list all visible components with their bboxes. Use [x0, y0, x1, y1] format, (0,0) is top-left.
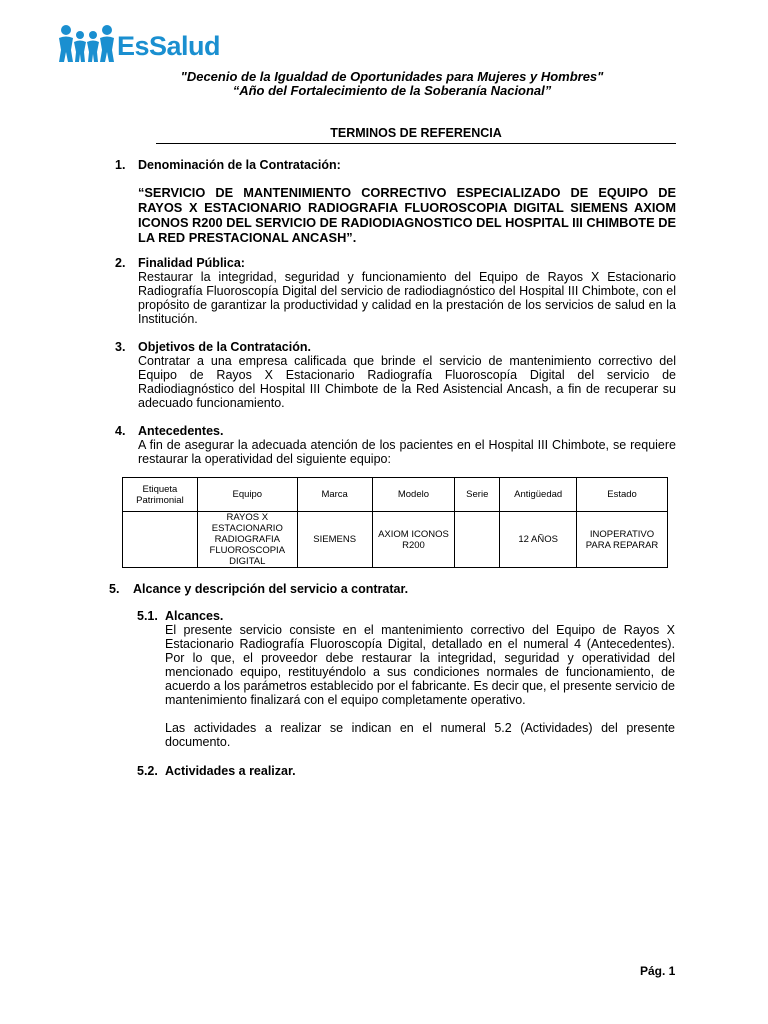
- equipment-table: [122, 477, 668, 568]
- table-cell: [455, 512, 500, 568]
- section-3-heading: Objetivos de la Contratación.: [138, 340, 311, 354]
- table-cell: INOPERATIVO PARA REPARAR: [577, 512, 668, 568]
- section-5-number: 5.: [109, 582, 120, 596]
- section-2-heading: Finalidad Pública:: [138, 256, 245, 270]
- section-1-number: 1.: [115, 158, 126, 172]
- table-header-cell: Modelo: [372, 478, 455, 512]
- table-cell: RAYOS X ESTACIONARIO RADIOGRAFIA FLUOROSCOPIA DIGITAL: [197, 512, 297, 568]
- family-figures-icon: [58, 24, 116, 64]
- motto-line-1: "Decenio de la Igualdad de Oportunidades para Mujeres y Hombres": [180, 69, 604, 84]
- section-2-number: 2.: [115, 256, 126, 270]
- document-title: TERMINOS DE REFERENCIA: [330, 126, 502, 140]
- section-4-body: A fin de asegurar la adecuada atención de los pacientes en el Hospital III Chimbote, se requiere restaurar la operatividad del siguiente equipo:: [138, 438, 676, 466]
- table-cell: SIEMENS: [297, 512, 372, 568]
- table-cell: AXIOM ICONOS R200: [372, 512, 455, 568]
- section-5-1-number: 5.1.: [137, 609, 158, 623]
- section-5-2-heading: Actividades a realizar.: [165, 764, 296, 778]
- table-header-cell: Equipo: [197, 478, 297, 512]
- section-3-body: Contratar a una empresa calificada que brinde el servicio de mantenimiento correctivo del Equipo de Rayos X Estacionario Radiografía Fluoroscopía Digital del servicio de Radiodiagnóstico del Hospital III Chimbote de la Red Asistencial Ancash, a fin de recuperar su adecuado funcionamiento.: [138, 354, 676, 410]
- section-5-1-paragraph-1: El presente servicio consiste en el mantenimiento correctivo del Equipo de Rayos X Estacionario Radiografía Fluoroscopía Digital, detallado en el numeral 4 (Antecedentes). Por lo que, el proveedor debe restaurar la integridad, seguridad y operatividad del mencionado equipo, restituyéndolo a sus condiciones normales de funcionamiento, de acuerdo a los parámetros establecido por el fabricante. Es decir que, el presente servicio de mantenimiento finalizará con el equipo completamente operativo.: [165, 623, 676, 707]
- section-3-number: 3.: [115, 340, 126, 354]
- page-number: Pág. 1: [640, 964, 676, 978]
- section-5-heading: Alcance y descripción del servicio a contratar.: [133, 582, 409, 596]
- table-header-cell: Marca: [297, 478, 372, 512]
- section-4-number: 4.: [115, 424, 126, 438]
- title-underline: [156, 143, 676, 144]
- section-5-2-number: 5.2.: [137, 764, 158, 778]
- motto-line-2: “Año del Fortalecimiento de la Soberanía Nacional”: [232, 83, 552, 98]
- section-5-1-paragraph-2: Las actividades a realizar se indican en el numeral 5.2 (Actividades) del presente documento.: [165, 721, 675, 749]
- section-4-heading: Antecedentes.: [138, 424, 224, 438]
- table-row: [123, 512, 668, 568]
- table-cell: [123, 512, 198, 568]
- table-header-cell: Serie: [455, 478, 500, 512]
- section-2-body: Restaurar la integridad, seguridad y funcionamiento del Equipo de Rayos X Estacionario Radiografía Fluoroscopía Digital del servicio de radiodiagnóstico del Hospital III Chimbote, con el propósito de garantizar la productividad y calidad en la prestación de los servicios de salud en la Institución.: [138, 270, 676, 326]
- essalud-logo: [58, 22, 220, 66]
- section-1-heading: Denominación de la Contratación:: [138, 158, 341, 172]
- table-header-cell: Etiqueta Patrimonial: [123, 478, 198, 512]
- table-header-cell: Estado: [577, 478, 668, 512]
- section-1-body: “SERVICIO DE MANTENIMIENTO CORRECTIVO ESPECIALIZADO DE EQUIPO DE RAYOS X ESTACIONARIO RADIOGRAFIA FLUOROSCOPIA DIGITAL SIEMENS AXIOM ICONOS R200 DEL SERVICIO DE RADIODIAGNOSTICO DEL HOSPITAL III CHIMBOTE DE LA RED PRESTACIONAL ANCASH”.: [138, 185, 676, 245]
- logo-wordmark: EsSalud: [117, 30, 221, 61]
- table-header-row: [123, 478, 668, 512]
- table-header-cell: Antigüedad: [500, 478, 577, 512]
- table-cell: 12 AÑOS: [500, 512, 577, 568]
- section-5-1-heading: Alcances.: [165, 609, 224, 623]
